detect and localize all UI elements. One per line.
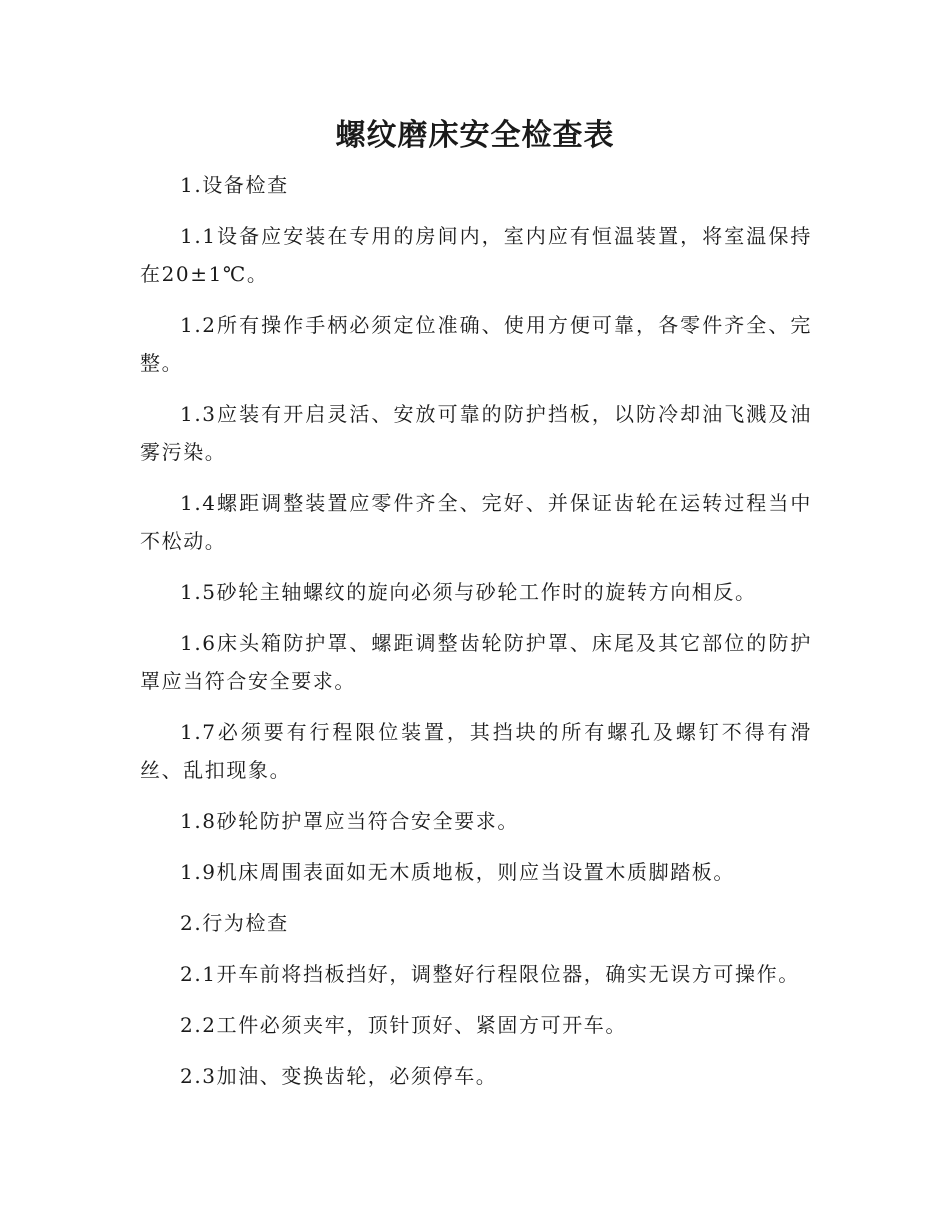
paragraph: 1.3应装有开启灵活、安放可靠的防护挡板，以防冷却油飞溅及油雾污染。 [140,402,812,464]
paragraph: 1.2所有操作手柄必须定位准确、使用方便可靠，各零件齐全、完整。 [140,313,812,375]
paragraph: 1.8砂轮防护罩应当符合安全要求。 [180,809,520,833]
document-title: 螺纹磨床安全检查表 [335,118,615,153]
paragraph: 1.9机床周围表面如无木质地板，则应当设置木质脚踏板。 [180,860,736,884]
document-body [140,166,812,1108]
paragraph: 2.1开车前将挡板挡好，调整好行程限位器，确实无误方可操作。 [180,962,800,986]
paragraph: 1.6床头箱防护罩、螺距调整齿轮防护罩、床尾及其它部位的防护罩应当符合安全要求。 [140,631,812,693]
paragraph: 1.7必须要有行程限位装置，其挡块的所有螺孔及螺钉不得有滑丝、乱扣现象。 [140,720,812,782]
paragraph: 2.3加油、变换齿轮，必须停车。 [180,1064,498,1088]
paragraph: 1.4螺距调整装置应零件齐全、完好、并保证齿轮在运转过程当中不松动。 [140,491,812,553]
paragraph: 2.2工件必须夹牢，顶针顶好、紧固方可开车。 [180,1013,628,1037]
section-heading: 2.行为检查 [180,911,289,935]
paragraph: 1.1设备应安装在专用的房间内，室内应有恒温装置，将室温保持在20±1℃。 [140,224,812,286]
section-heading: 1.设备检查 [180,173,289,197]
paragraph: 1.5砂轮主轴螺纹的旋向必须与砂轮工作时的旋转方向相反。 [180,580,757,604]
